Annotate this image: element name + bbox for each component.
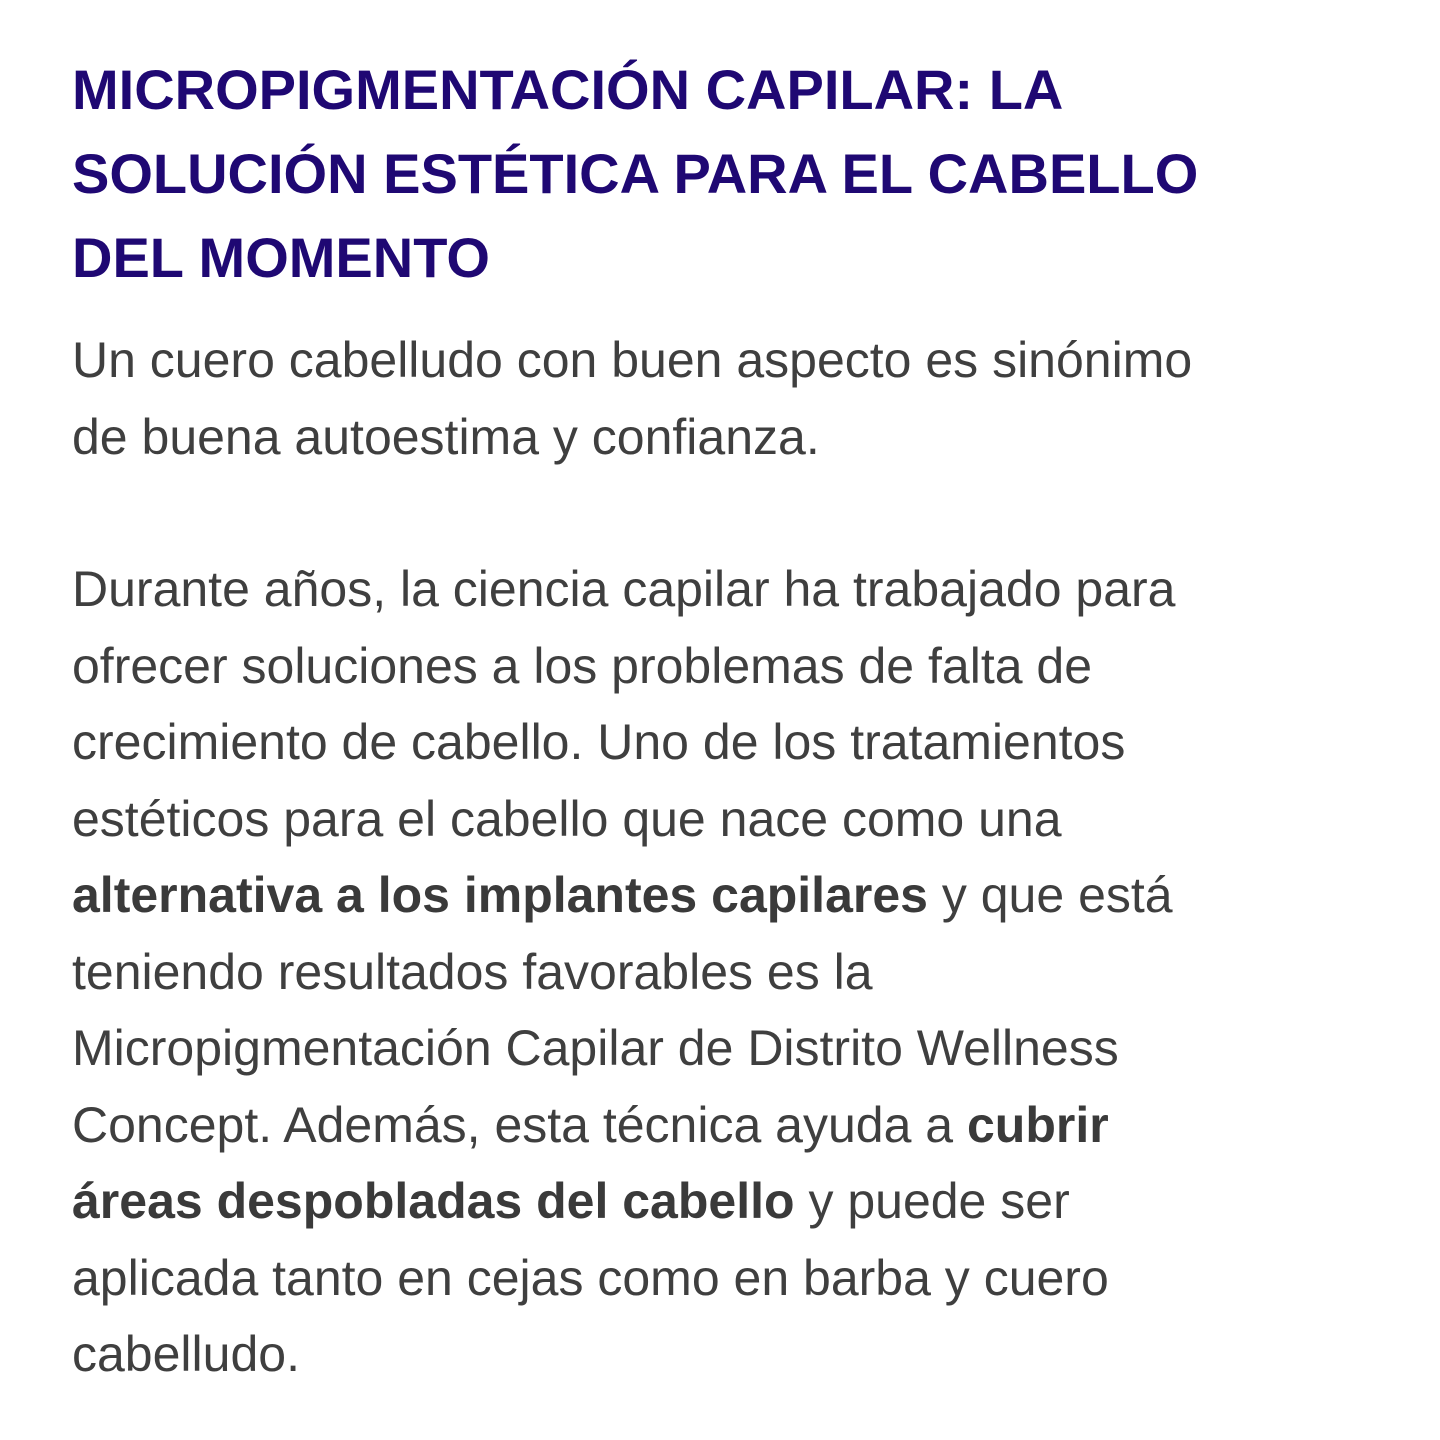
body-text-segment: Concept. Además, esta técnica ayuda a xyxy=(72,1096,967,1153)
title-line: SOLUCIÓN ESTÉTICA PARA EL CABELLO xyxy=(72,142,1199,205)
body-line: crecimiento de cabello. Uno de los tratamientos xyxy=(72,714,1126,770)
bold-phrase-areas: áreas despobladas del cabello xyxy=(72,1173,795,1229)
title-line: MICROPIGMENTACIÓN CAPILAR: LA xyxy=(72,58,1064,121)
body-text-segment: y puede ser xyxy=(794,1173,1070,1229)
body-line: aplicada tanto en cejas como en barba y cuero xyxy=(72,1249,1109,1306)
body-text-segment: y que está xyxy=(927,867,1173,923)
body-line xyxy=(72,1087,1372,1164)
bold-phrase-implants: alternativa a los implantes capilares xyxy=(72,867,928,923)
body-line: estéticos para el cabello que nace como una xyxy=(72,790,1062,847)
body-paragraph xyxy=(72,551,1372,1393)
bold-phrase-cover: cubrir xyxy=(967,1096,1109,1153)
body-line: Micropigmentación Capilar de Distrito Wellness xyxy=(72,1020,1119,1076)
intro-line: de buena autoestima y confianza. xyxy=(72,408,820,465)
article xyxy=(72,48,1372,1393)
intro-paragraph xyxy=(72,322,1372,475)
body-line: Durante años, la ciencia capilar ha trabajado para xyxy=(72,561,1176,617)
body-line: cabelludo. xyxy=(72,1326,300,1382)
body-line xyxy=(72,1163,1372,1240)
body-line xyxy=(72,857,1372,934)
body-line: teniendo resultados favorables es la xyxy=(72,943,873,1000)
intro-line: Un cuero cabelludo con buen aspecto es sinónimo xyxy=(72,332,1193,388)
title-line: DEL MOMENTO xyxy=(72,226,490,289)
body-line: ofrecer soluciones a los problemas de falta de xyxy=(72,637,1093,694)
article-title xyxy=(72,48,1372,300)
